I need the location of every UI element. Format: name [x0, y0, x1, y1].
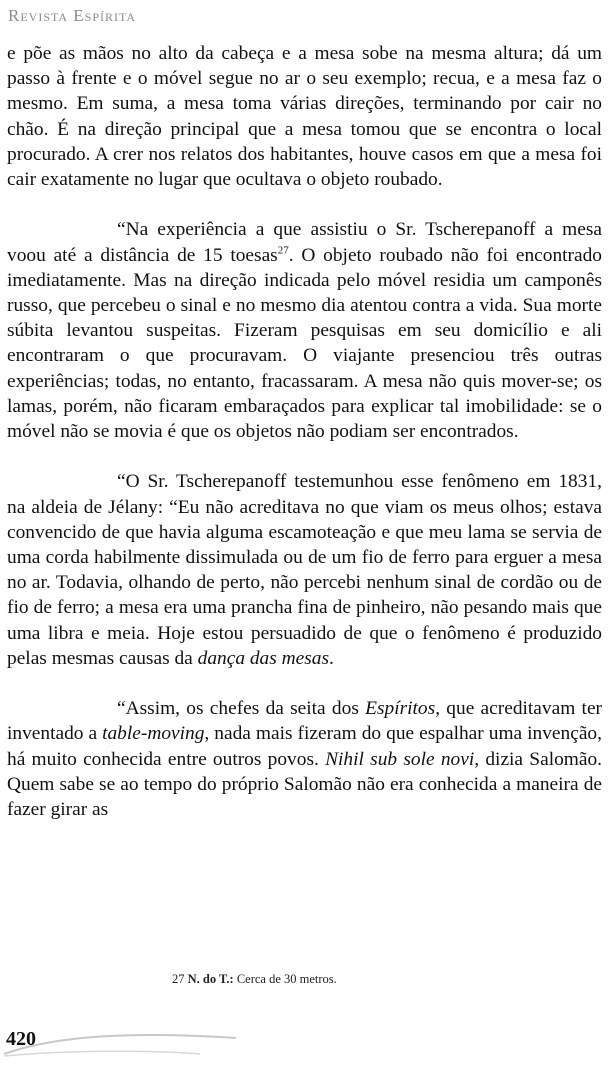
paragraph-1-text: e põe as mãos no alto da cabeça e a mesa sobe na mesma altura; dá um passo à frente e o móvel segue no ar o seu exemplo; recua, e a mesa faz o mesmo. Em suma, a mesa toma várias direções, terminando por cair no chão. É na direção principal que a mesa tomou que se encontra o local procurado. A crer nos relatos dos habitantes, houve casos em que a mesa foi cair exatamente no lugar que ocultava o objeto roubado.	[7, 43, 602, 191]
paragraph-2-text-b: . O objeto roubado não foi encontrado imediatamente. Mas na direção indicada pelo móvel residia um camponês russo, que percebeu o sinal e no mesmo dia atentou contra a vida. Sua morte súbita levantou suspeitas. Fizeram pesquisas em seu domicílio e ali encontraram o que procuravam. O viajante presenciou três outras experiências; todas, no entanto, fracassaram. A mesa não quis mover-se; os lamas, porém, não ficaram embaraçados para explicar tal imobilidade: se o móvel não se movia é que os objetos não podiam ser encontrados.	[7, 244, 603, 443]
paragraph-2-text-a: “Na experiência a que assistiu o Sr. Tscherepanoff a mesa voou até a distância de 15 toesas	[7, 219, 602, 266]
paragraph-4-text-a: “Assim, os chefes da seita dos	[117, 698, 366, 720]
paragraph-4-text-b: , que acreditavam ter inventado a	[7, 698, 603, 745]
paragraph-3-italic: dança das mesas	[197, 647, 330, 669]
running-header: Revista Espírita	[8, 6, 137, 25]
paragraph-3-text-a: “O Sr. Tscherepanoff testemunhou esse fenômeno em 1831, na aldeia de Jélany: “Eu não acreditava no que viam os meus olhos; estava convencido de que havia alguma escamoteação e que meu lama se servia de uma corda habilmente dissimulada ou de um fio de ferro para erguer a mesa no ar. Todavia, olhando de perto, não percebi nenhum sinal de cordão ou de fio de ferro; a mesa era uma prancha fina de pinheiro, não pesando mais que uma libra e meia. Hoje estou persuadido de que o fenômeno é produzido pelas mesmas causas da	[7, 471, 602, 669]
footnote-text: Cerca de 30 metros.	[236, 972, 337, 986]
footnote-reference[interactable]: 27	[277, 244, 289, 257]
paragraph-4-italic-1: Espíritos	[365, 698, 436, 720]
paragraph-3	[7, 469, 602, 671]
paragraph-1	[7, 41, 602, 192]
footnote-label: N. do T.:	[187, 972, 234, 986]
footnote-number: 27	[172, 972, 185, 986]
footnote	[172, 972, 337, 987]
paragraph-3-text-b: .	[329, 647, 334, 669]
page-number: 420	[6, 1028, 36, 1050]
paragraph-2	[7, 217, 602, 444]
paragraph-4-italic-3: Nihil sub sole novi	[325, 748, 475, 770]
paragraph-4	[7, 696, 602, 822]
paragraph-4-text-c: , nada mais fizeram do que espalhar uma invenção, há muito conhecida entre outros povos.	[7, 723, 602, 770]
paragraph-4-italic-2: table-moving	[102, 723, 205, 745]
page-number-swoosh-decoration	[0, 1024, 240, 1064]
body-text	[7, 41, 602, 847]
paragraph-4-text-d: , dizia Salomão. Quem sabe se ao tempo do próprio Salomão não era conhecida a maneira de fazer girar as	[7, 748, 603, 821]
